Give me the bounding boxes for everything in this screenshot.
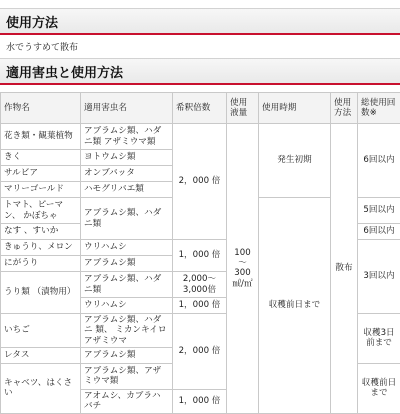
pest-cell: ウリハムシ (81, 298, 173, 314)
crop-cell: うり類 （漬物用） (1, 272, 81, 314)
crop-cell: きゅうり、メロン (1, 240, 81, 256)
total-cell: 5回以内 (358, 198, 400, 224)
dilution-cell: 1，000 倍 (173, 240, 227, 272)
usage-table (0, 92, 400, 414)
total-cell: 6回以内 (358, 124, 400, 198)
header-total: 総使用回数※ (358, 93, 400, 124)
pest-cell: アブラムシ類、ハダニ類 (81, 198, 173, 240)
crop-cell: レタス (1, 347, 81, 363)
crop-cell: トマト、ピーマン、 かぼちゃ (1, 198, 81, 224)
timing-cell: 発生初期 (259, 124, 331, 198)
crop-cell: 花き類・観葉植物 (1, 124, 81, 150)
total-cell: 3回以内 (358, 240, 400, 314)
pest-cell: アブラムシ類、ハダニ類 (81, 272, 173, 298)
header-volume: 使用液量 (227, 93, 259, 124)
crop-cell: にがうり (1, 256, 81, 272)
timing-cell: 収穫前日まで (358, 363, 400, 413)
dilution-cell: 2,000～ 3,000倍 (173, 272, 227, 298)
header-method: 使用方法 (331, 93, 358, 124)
section-header-usage (0, 8, 400, 35)
table-header-row (1, 93, 400, 124)
pest-cell: アブラムシ類 (81, 347, 173, 363)
usage-note: 水でうすめて散布 (6, 40, 78, 53)
pest-cell: ウリハムシ (81, 240, 173, 256)
volume-cell: 100 ～ 300㎖/㎡ (227, 124, 259, 414)
pest-cell: ヨトウムシ類 (81, 150, 173, 166)
header-crop: 作物名 (1, 93, 81, 124)
pest-cell: オンブバッタ (81, 166, 173, 182)
pest-cell: アブラムシ類、アザミウマ類 (81, 363, 173, 389)
header-dilution: 希釈倍数 (173, 93, 227, 124)
crop-cell: きく (1, 150, 81, 166)
crop-cell: いちご (1, 314, 81, 348)
header-pest: 適用害虫名 (81, 93, 173, 124)
section-title-pests: 適用害虫と使用方法 (6, 59, 123, 83)
total-cell: 6回以内 (358, 224, 400, 240)
timing-cell: 収穫3日前まで (358, 314, 400, 364)
header-timing: 使用時期 (259, 93, 331, 124)
pest-cell: アブラムシ類、ハダニ 類、 ミカンキイロアザミウマ (81, 314, 173, 348)
dilution-cell: 2，000 倍 (173, 124, 227, 240)
table-row (1, 124, 400, 150)
method-cell: 散布 (331, 124, 358, 414)
crop-cell: なす 、すいか (1, 224, 81, 240)
dilution-cell: 1，000 倍 (173, 389, 227, 413)
pest-cell: アブラムシ類 (81, 256, 173, 272)
dilution-cell: 2，000 倍 (173, 314, 227, 390)
pest-cell: アオムシ、カブラハバチ (81, 389, 173, 413)
section-title-usage: 使用方法 (6, 9, 58, 33)
crop-cell: サルビア (1, 166, 81, 182)
dilution-cell: 1，000 倍 (173, 298, 227, 314)
section-header-pests (0, 58, 400, 85)
pest-cell: ハモグリバエ類 (81, 182, 173, 198)
crop-cell: マリーゴールド (1, 182, 81, 198)
pest-cell: アブラムシ類、ハダニ類 アザミウマ類 (81, 124, 173, 150)
timing-cell: 収穫前日まで (259, 198, 331, 414)
crop-cell: キャベツ、はくさい (1, 363, 81, 413)
